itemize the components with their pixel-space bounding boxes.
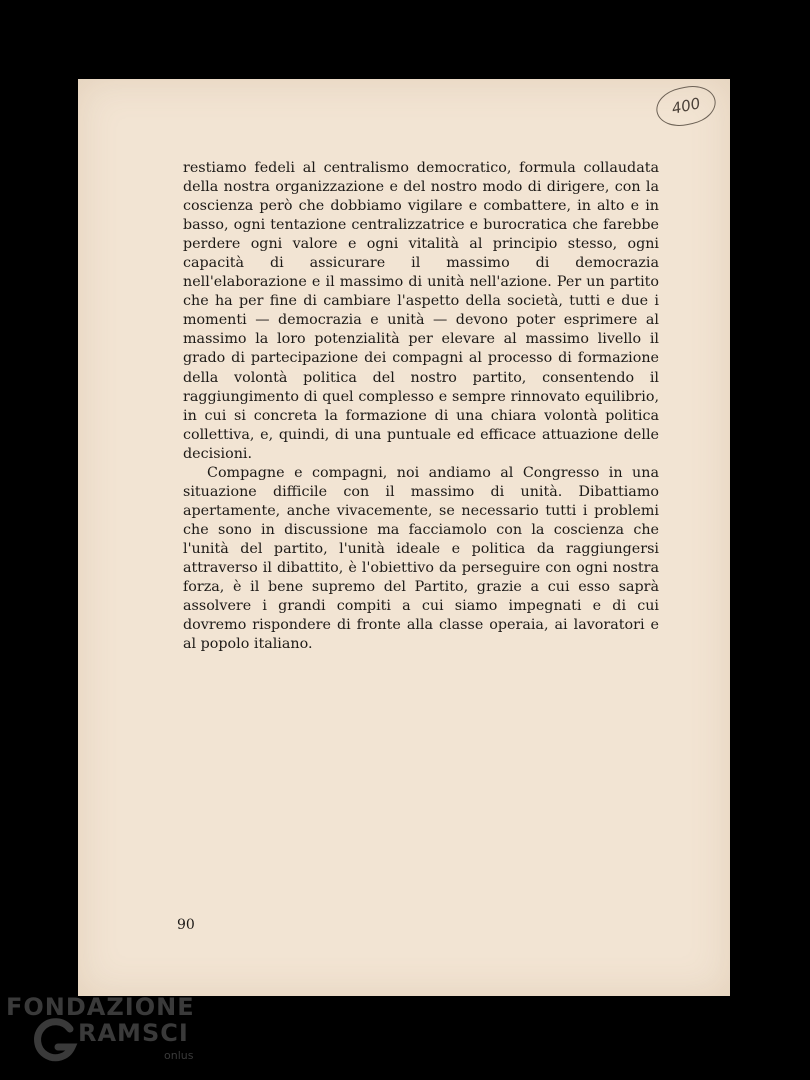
gramsci-g-logo-icon <box>32 1017 80 1065</box>
watermark-line-3: onlus <box>164 1049 194 1062</box>
fondazione-gramsci-watermark <box>6 993 206 1075</box>
paragraph-2: Compagne e compagni, noi andiamo al Congresso in una situazione difficile con il massimo di unità. Dibattiamo apertamente, anche vivacemente, se necessario tutti i problemi che sono in discussione ma facciamolo con la coscienza che l'unità del partito, l'unità ideale e politica da raggiungersi attraverso il dibattito, è l'obiettivo da perseguire con ogni nostra forza, è il bene supremo del Partito, grazie a cui esso saprà assolvere i grandi compiti a cui siamo impegnati e di cui dovremo rispondere di fronte alla classe operaia, ai lavoratori e al popolo italiano. <box>183 464 659 653</box>
document-page <box>78 79 730 996</box>
body-text <box>183 159 659 654</box>
watermark-line-2: RAMSCI <box>78 1019 189 1047</box>
watermark-line-1: FONDAZIONE <box>6 993 195 1021</box>
archive-number-stamp: 400 <box>653 81 720 131</box>
page-number: 90 <box>177 917 195 933</box>
paragraph-1: restiamo fedeli al centralismo democratico, formula collaudata della nostra organizzazione e del nostro modo di dirigere, con la coscienza però che dobbiamo vigilare e combattere, in alto e in basso, ogni tentazione centralizzatrice e burocratica che farebbe perdere ogni valore e ogni vitalità al principio stesso, ogni capacità di assicurare il massimo di democrazia nell'elaborazione e il massimo di unità nell'azione. Per un partito che ha per fine di cambiare l'aspetto della società, tutti e due i momenti — democrazia e unità — devono poter esprimere al massimo la loro potenzialità per elevare al massimo livello il grado di partecipazione dei compagni al processo di formazione della volontà politica del nostro partito, consentendo il raggiungimento di quel complesso e sempre rinnovato equilibrio, in cui si concreta la formazione di una chiara volontà politica collettiva, e, quindi, di una puntuale ed efficace attuazione delle decisioni. <box>183 160 659 462</box>
